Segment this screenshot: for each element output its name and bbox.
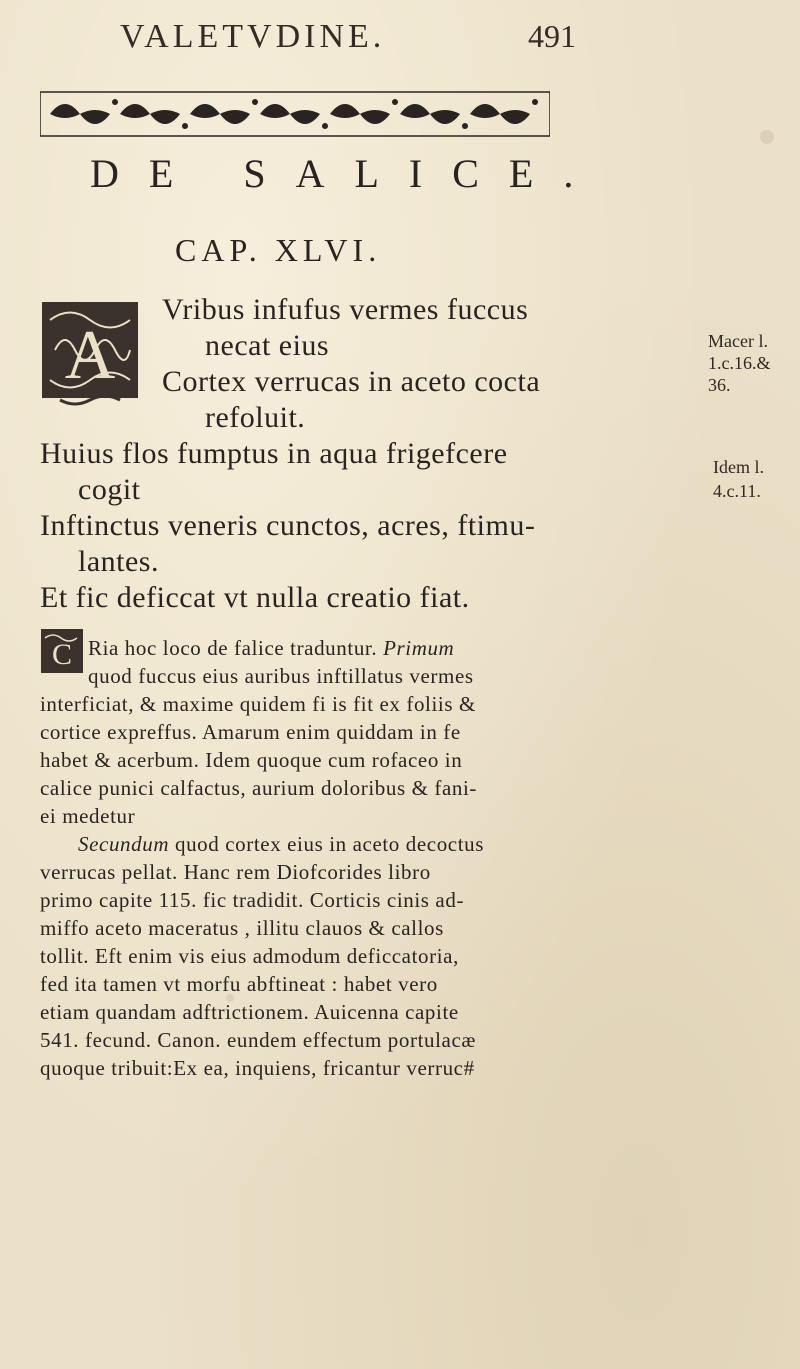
commentary-line: cortice expreffus. Amarum enim quiddam in fe — [40, 720, 461, 744]
section-title: DE SALICE. — [90, 151, 604, 196]
commentary-line: quoque tribuit:Ex ea, inquiens, fricantur verruc# — [40, 1056, 475, 1080]
verse-line: cogit — [78, 473, 141, 506]
decorative-ornament-band — [40, 88, 550, 140]
commentary-line: quod fuccus eius auribus inftillatus vermes — [88, 664, 474, 688]
decorated-initial-small — [40, 628, 84, 674]
chapter-title: CAP. XLVI. — [175, 232, 382, 268]
verse-line: lantes. — [78, 545, 159, 578]
paper-stain — [760, 130, 774, 144]
commentary-line: habet & acerbum. Idem quoque cum rofaceo in — [40, 748, 463, 772]
commentary-line — [78, 830, 484, 858]
commentary-line: etiam quandam adftrictionem. Auicenna capite — [40, 1000, 459, 1024]
commentary-emphasis: Primum — [383, 636, 455, 660]
commentary-line: verrucas pellat. Hanc rem Diofcorides libro — [40, 860, 431, 884]
commentary-line: tollit. Eft enim vis eius admodum deficcatoria, — [40, 944, 459, 968]
commentary-text: quod cortex eius in aceto decoctus — [174, 832, 485, 856]
commentary-emphasis: Secundum — [78, 832, 170, 856]
margin-note-line: 1.c.16.& — [708, 353, 771, 373]
verse-line: necat eius — [205, 329, 330, 362]
verse-line: Et fic deficcat vt nulla creatio fiat. — [40, 581, 470, 614]
commentary-line: miffo aceto maceratus , illitu clauos & callos — [40, 916, 444, 940]
commentary-line: interficiat, & maxime quidem fi is fit ex foliis & — [40, 692, 476, 716]
running-title: VALETVDINE. — [120, 18, 386, 55]
commentary-line: 541. fecund. Canon. eundem effectum portulacæ — [40, 1028, 476, 1052]
verse-line: Inftinctus veneris cunctos, acres, ftimu- — [40, 509, 536, 542]
drop-cap-letter: A — [64, 317, 116, 394]
small-cap-letter: C — [51, 638, 73, 671]
commentary-text: Ria hoc loco de falice traduntur. — [88, 636, 378, 660]
decorated-initial — [40, 300, 140, 410]
commentary-line — [88, 634, 454, 662]
verse-line: refoluit. — [205, 401, 306, 434]
commentary-line: ei medetur — [40, 804, 136, 828]
verse-line: Vribus infufus vermes fuccus — [162, 293, 529, 326]
margin-note-line: 36. — [708, 375, 731, 395]
margin-note-line: Idem l. — [713, 457, 764, 477]
commentary-line: primo capite 115. fic tradidit. Corticis cinis ad- — [40, 888, 465, 912]
verse-line: Huius flos fumptus in aqua frigefcere — [40, 437, 508, 470]
commentary-line: fed ita tamen vt morfu abftineat : habet vero — [40, 972, 438, 996]
page-number: 491 — [528, 18, 576, 54]
verse-line: Cortex verrucas in aceto cocta — [162, 365, 541, 398]
margin-note-line: 4.c.11. — [713, 481, 761, 501]
margin-note-line: Macer l. — [708, 331, 768, 351]
commentary-line: calice punici calfactus, aurium doloribus & fani- — [40, 776, 478, 800]
